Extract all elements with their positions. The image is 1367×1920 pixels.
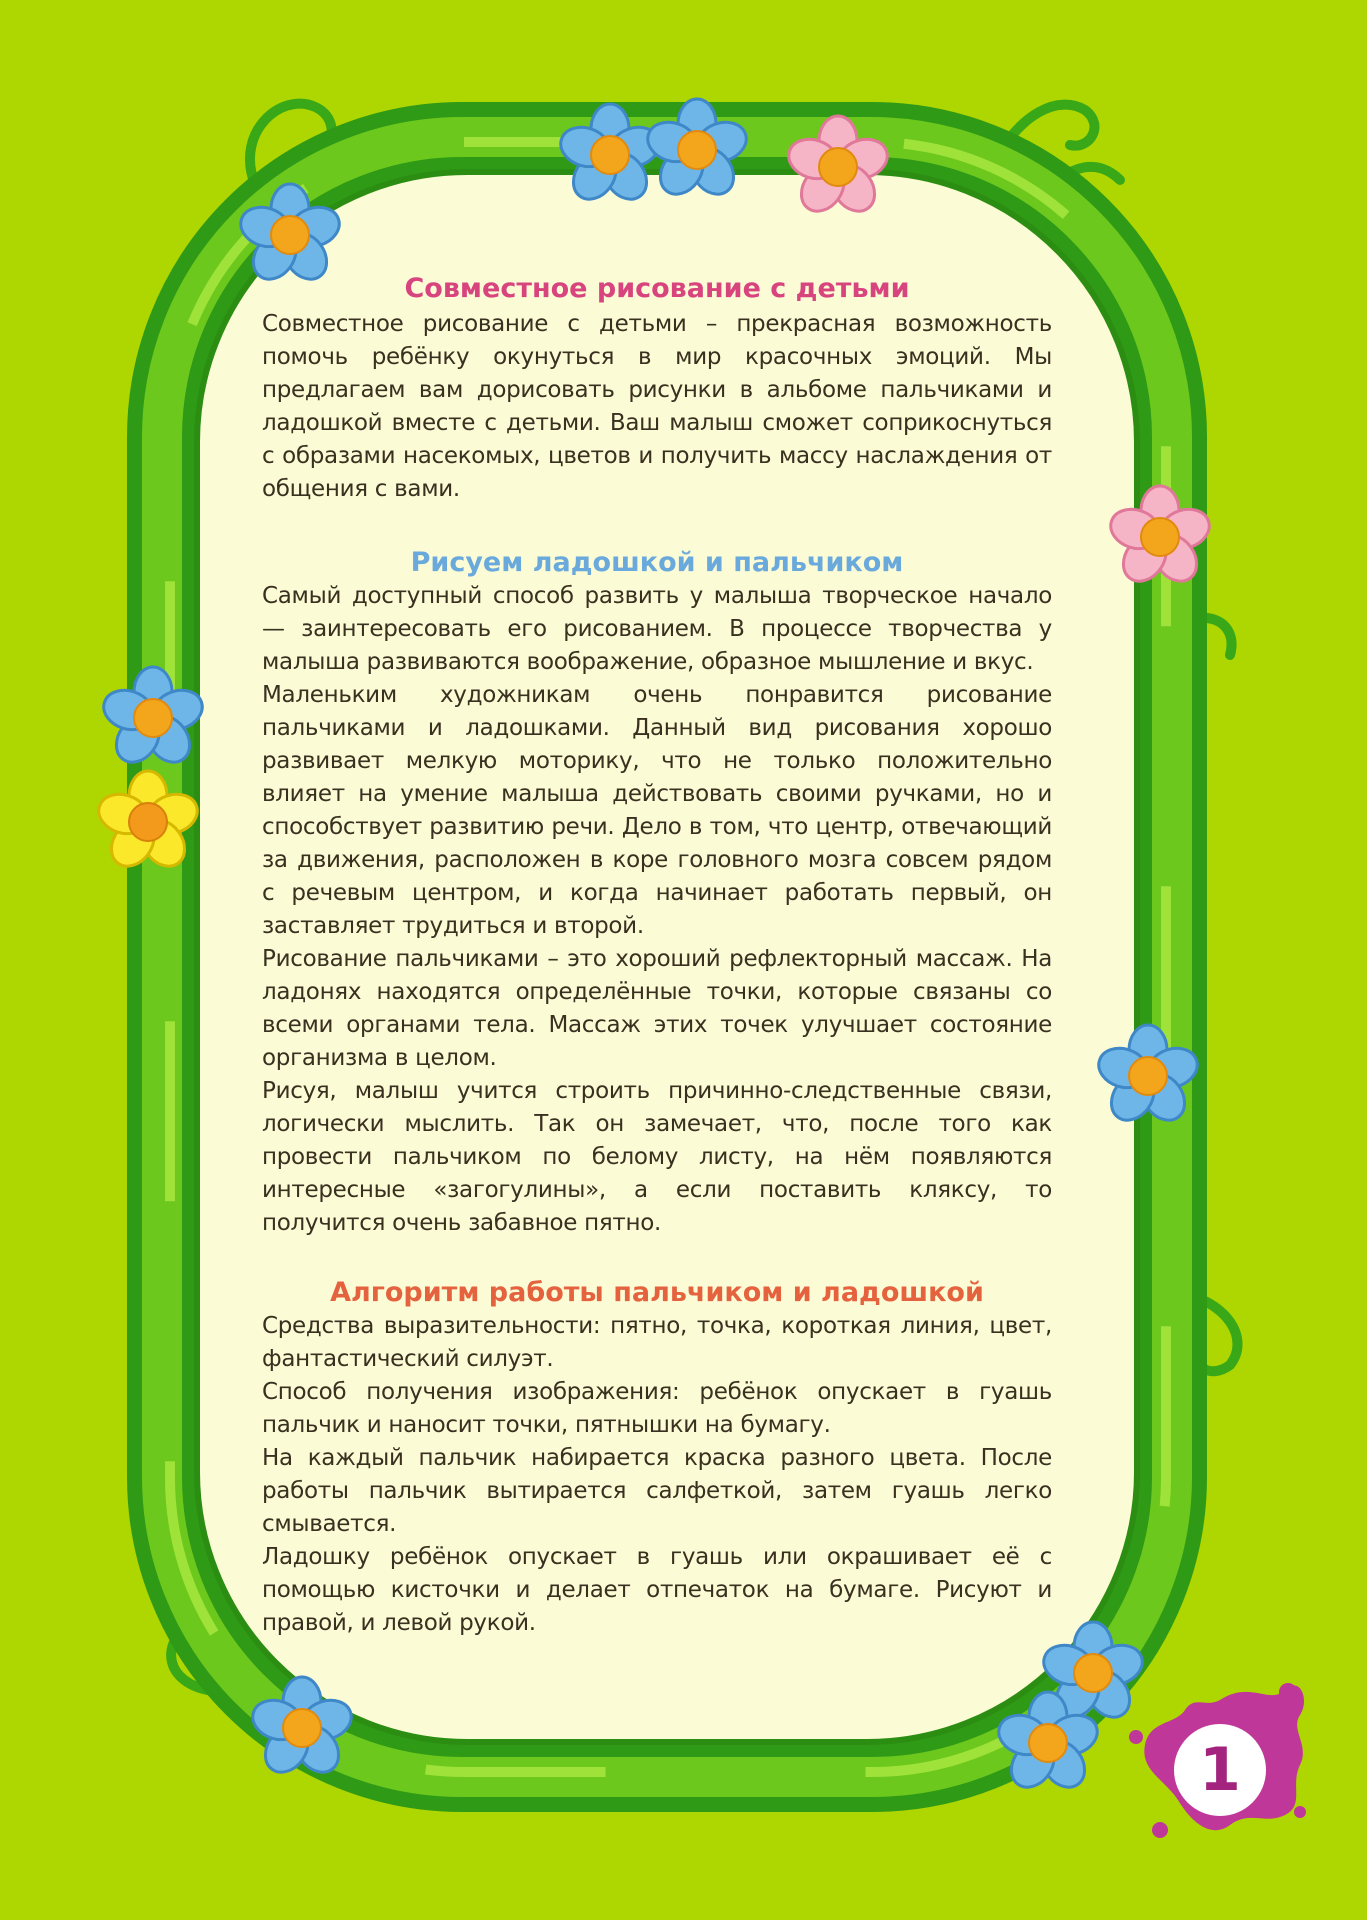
section-title: Рисуем ладошкой и пальчиком bbox=[410, 547, 904, 578]
section-body bbox=[262, 308, 1052, 506]
page-number: 1 bbox=[1174, 1724, 1266, 1816]
paragraph: Способ получения изображения: ребёнок опускает в гуашь пальчик и наносит точки, пятнышки на бумагу. bbox=[262, 1379, 1052, 1438]
section-body bbox=[262, 1310, 1052, 1640]
paragraph: На каждый пальчик набирается краска разного цвета. После работы пальчик вытирается салфеткой, затем гуашь легко смывается. bbox=[262, 1445, 1052, 1537]
section-body bbox=[262, 580, 1052, 1240]
paragraph: Самый доступный способ развить у малыша творческое начало — заинтересовать его рисованием. В процессе творчества у малыша развиваются воображение, образное мышление и вкус. bbox=[262, 583, 1052, 675]
section-title: Алгоритм работы пальчиком и ладошкой bbox=[330, 1277, 984, 1308]
paragraph: Средства выразительности: пятно, точка, короткая линия, цвет, фантастический силуэт. bbox=[262, 1313, 1052, 1372]
page-number-badge bbox=[1140, 1690, 1300, 1850]
paragraph: Маленьким художникам очень понравится рисование пальчиками и ладошками. Данный вид рисования хорошо развивает мелкую моторику, что не только положительно влияет на умение малыша действовать своими ручками, но и способствует развитию речи. Дело в том, что центр, отвечающий за движения, расположен в коре головного мозга совсем рядом с речевым центром, и когда начинает работать первый, он заставляет трудиться и второй. bbox=[262, 682, 1052, 939]
paragraph: Ладошку ребёнок опускает в гуашь или окрашивает её с помощью кисточки и делает отпечаток на бумаге. Рисуют и правой, и левой рукой. bbox=[262, 1544, 1052, 1636]
paragraph: Совместное рисование с детьми – прекрасная возможность помочь ребёнку окунуться в мир красочных эмоций. Мы предлагаем вам дорисовать рисунки в альбоме пальчиками и ладошкой вместе с детьми. Ваш малыш сможет соприкоснуться с образами насекомых, цветов и получить массу наслаждения от общения с вами. bbox=[262, 311, 1052, 502]
paragraph: Рисуя, малыш учится строить причинно-следственные связи, логически мыслить. Так он замечает, что, после того как провести пальчиком по белому листу, на нём появляются интересные «загогулины», а если поставить кляксу, то получится очень забавное пятно. bbox=[262, 1078, 1052, 1236]
paragraph: Рисование пальчиками – это хороший рефлекторный массаж. На ладонях находятся определённые точки, которые связаны со всеми органами тела. Массаж этих точек улучшает состояние организма в целом. bbox=[262, 946, 1052, 1071]
section-title: Совместное рисование с детьми bbox=[404, 273, 910, 304]
text-panel bbox=[262, 272, 1052, 1640]
